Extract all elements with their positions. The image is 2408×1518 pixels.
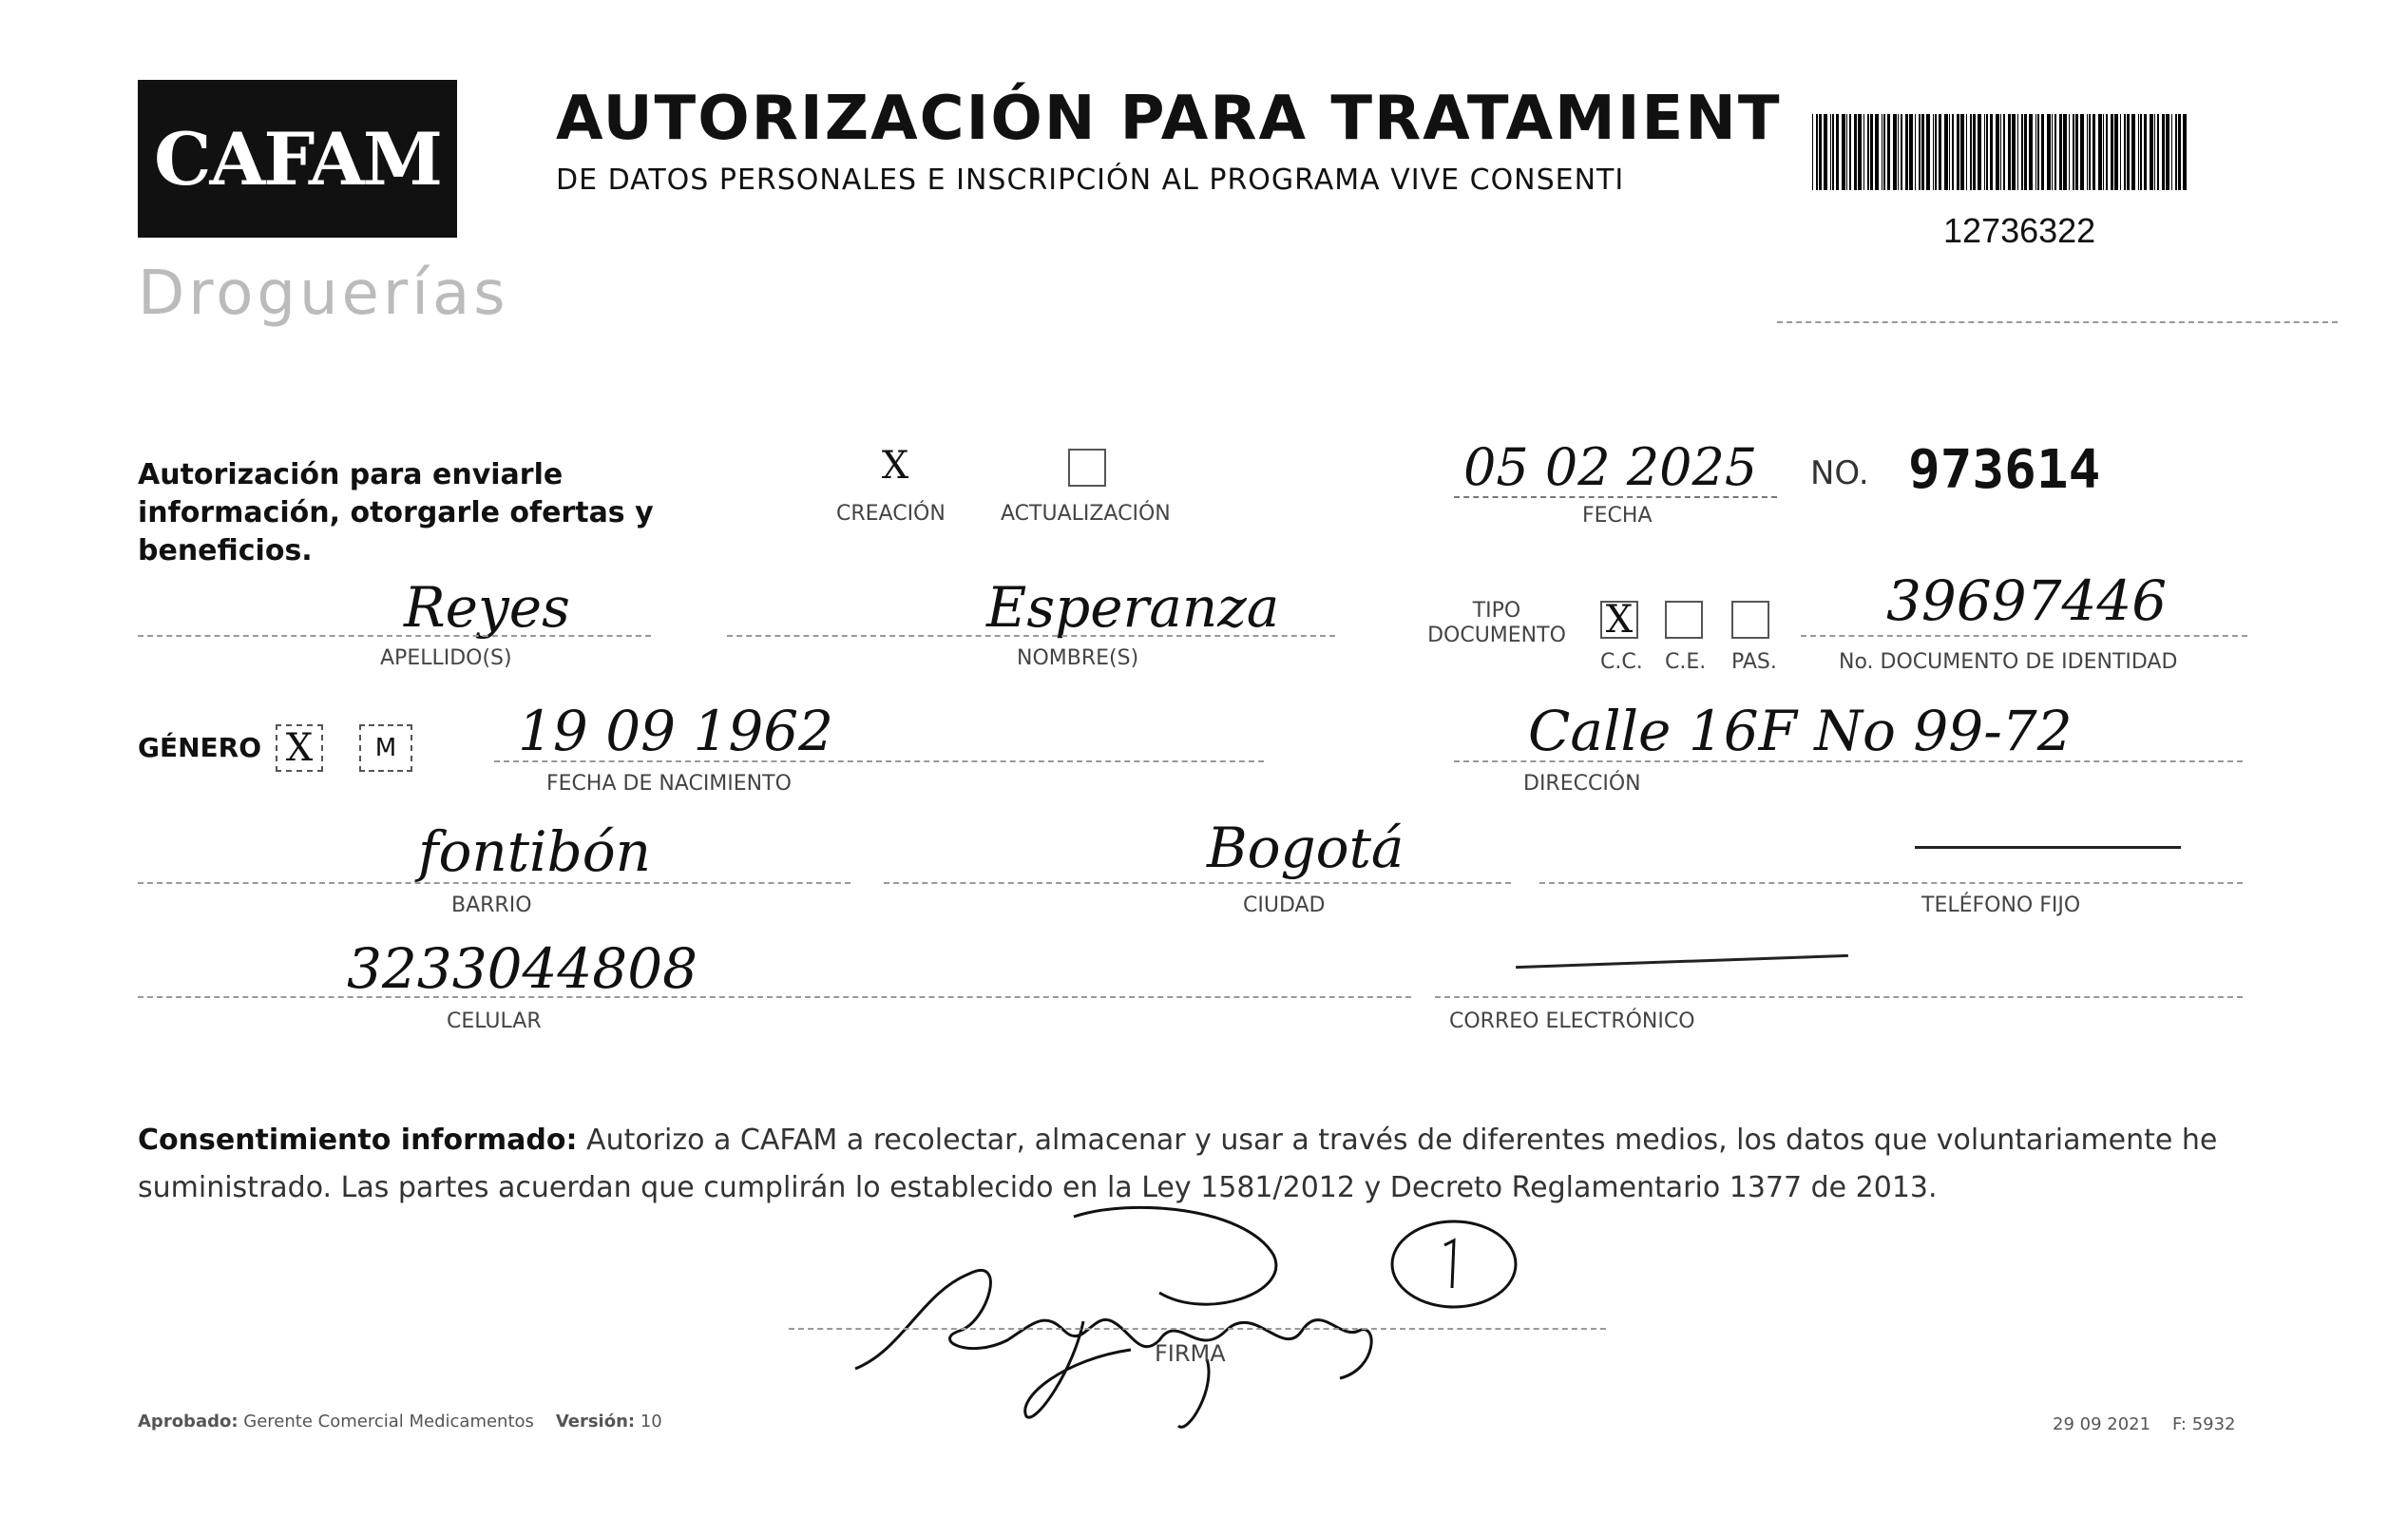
doc-type-pas-label: PAS. bbox=[1731, 650, 1777, 674]
celular-label: CELULAR bbox=[447, 1009, 542, 1033]
nombres-line bbox=[727, 635, 1335, 637]
documento-line bbox=[1801, 635, 2247, 637]
creacion-label: CREACIÓN bbox=[836, 502, 946, 526]
signature-line bbox=[789, 1328, 1606, 1330]
barrio-line bbox=[138, 882, 850, 884]
genero-f-checkbox[interactable]: X bbox=[276, 724, 323, 772]
signature-image bbox=[846, 1198, 1530, 1445]
genero-m-checkbox[interactable]: M bbox=[359, 724, 412, 772]
consent-heading: Consentimiento informado: bbox=[138, 1124, 578, 1157]
creacion-checkbox[interactable]: X bbox=[876, 447, 914, 485]
barrio-value: fontibón bbox=[418, 819, 651, 884]
celular-value: 3233044808 bbox=[347, 936, 698, 1001]
fecha-value: 05 02 2025 bbox=[1463, 437, 1758, 497]
approved-label: Aprobado: bbox=[138, 1412, 239, 1432]
documento-value: 39697446 bbox=[1886, 568, 2168, 633]
form-subtitle: DE DATOS PERSONALES E INSCRIPCIÓN AL PROGRAMA VIVE CONSENTI bbox=[556, 163, 1625, 197]
footer-codes bbox=[2053, 1414, 2236, 1434]
doc-type-ce-label: C.E. bbox=[1665, 650, 1707, 674]
ciudad-value: Bogotá bbox=[1207, 816, 1405, 880]
actualizacion-label: ACTUALIZACIÓN bbox=[1001, 502, 1171, 526]
doc-type-ce-checkbox[interactable] bbox=[1665, 601, 1703, 639]
correo-label: CORREO ELECTRÓNICO bbox=[1449, 1009, 1695, 1033]
nombres-label: NOMBRE(S) bbox=[1017, 646, 1139, 670]
footer-form-code: F: 5932 bbox=[2171, 1414, 2236, 1434]
footer-date-code: 29 09 2021 bbox=[2053, 1414, 2151, 1434]
logo-subtext: Droguerías bbox=[138, 259, 509, 329]
correo-line bbox=[1435, 996, 2243, 998]
fecha-nacimiento-label: FECHA DE NACIMIENTO bbox=[546, 772, 792, 796]
doc-type-cc-label: C.C. bbox=[1600, 650, 1643, 674]
doc-type-cc-checkbox[interactable]: X bbox=[1600, 601, 1638, 639]
celular-line bbox=[138, 996, 1411, 998]
fecha-line bbox=[1454, 496, 1777, 498]
no-value: 973614 bbox=[1908, 439, 2101, 501]
direccion-value: Calle 16F No 99-72 bbox=[1528, 699, 2073, 763]
tipo-documento-label: TIPO DOCUMENTO bbox=[1427, 599, 1566, 647]
version-label: Versión: bbox=[555, 1412, 636, 1432]
actualizacion-checkbox[interactable] bbox=[1068, 449, 1106, 487]
apellidos-value: Reyes bbox=[404, 575, 570, 640]
signature-label: FIRMA bbox=[1155, 1340, 1226, 1367]
version-value: 10 bbox=[640, 1412, 662, 1432]
logo-text: CAFAM bbox=[153, 116, 442, 202]
no-label: NO. bbox=[1810, 454, 1869, 492]
apellidos-line bbox=[138, 635, 651, 637]
consent-text: Autorizo a CAFAM a recolectar, almacenar y usar a través de diferentes medios, los datos que voluntariamente he suministrado. Las partes acuerdan que cumplirán lo establecido en la Ley 1581/2012 y Decreto Reglamentario 1377 de 2013. bbox=[138, 1124, 2218, 1204]
ciudad-label: CIUDAD bbox=[1243, 894, 1326, 917]
fecha-nacimiento-value: 19 09 1962 bbox=[518, 699, 834, 763]
footer-approved bbox=[138, 1412, 662, 1432]
fecha-label: FECHA bbox=[1582, 504, 1653, 528]
barcode-number: 12736322 bbox=[1943, 211, 2096, 250]
direccion-label: DIRECCIÓN bbox=[1523, 772, 1641, 796]
genero-label: GÉNERO bbox=[138, 732, 262, 763]
apellidos-label: APELLIDO(S) bbox=[380, 646, 512, 670]
ciudad-line bbox=[884, 882, 1511, 884]
header-divider bbox=[1777, 321, 2338, 323]
barrio-label: BARRIO bbox=[451, 894, 532, 917]
telefono-fijo-line bbox=[1539, 882, 2243, 884]
barcode bbox=[1810, 114, 2190, 190]
form-title: AUTORIZACIÓN PARA TRATAMIENT bbox=[556, 84, 1782, 154]
fecha-nacimiento-line bbox=[494, 760, 1264, 762]
nombres-value: Esperanza bbox=[986, 575, 1280, 640]
approved-value: Gerente Comercial Medicamentos bbox=[243, 1412, 534, 1432]
doc-type-pas-checkbox[interactable] bbox=[1731, 601, 1769, 639]
telefono-fijo-strike bbox=[1915, 846, 2181, 849]
telefono-fijo-label: TELÉFONO FIJO bbox=[1921, 894, 2081, 917]
correo-strike bbox=[1516, 954, 1848, 969]
authorization-label: Autorización para enviarle información, otorgarle ofertas y beneficios. bbox=[138, 458, 654, 567]
direccion-line bbox=[1454, 760, 2243, 762]
cafam-logo bbox=[138, 80, 457, 238]
documento-label: No. DOCUMENTO DE IDENTIDAD bbox=[1839, 650, 2178, 674]
